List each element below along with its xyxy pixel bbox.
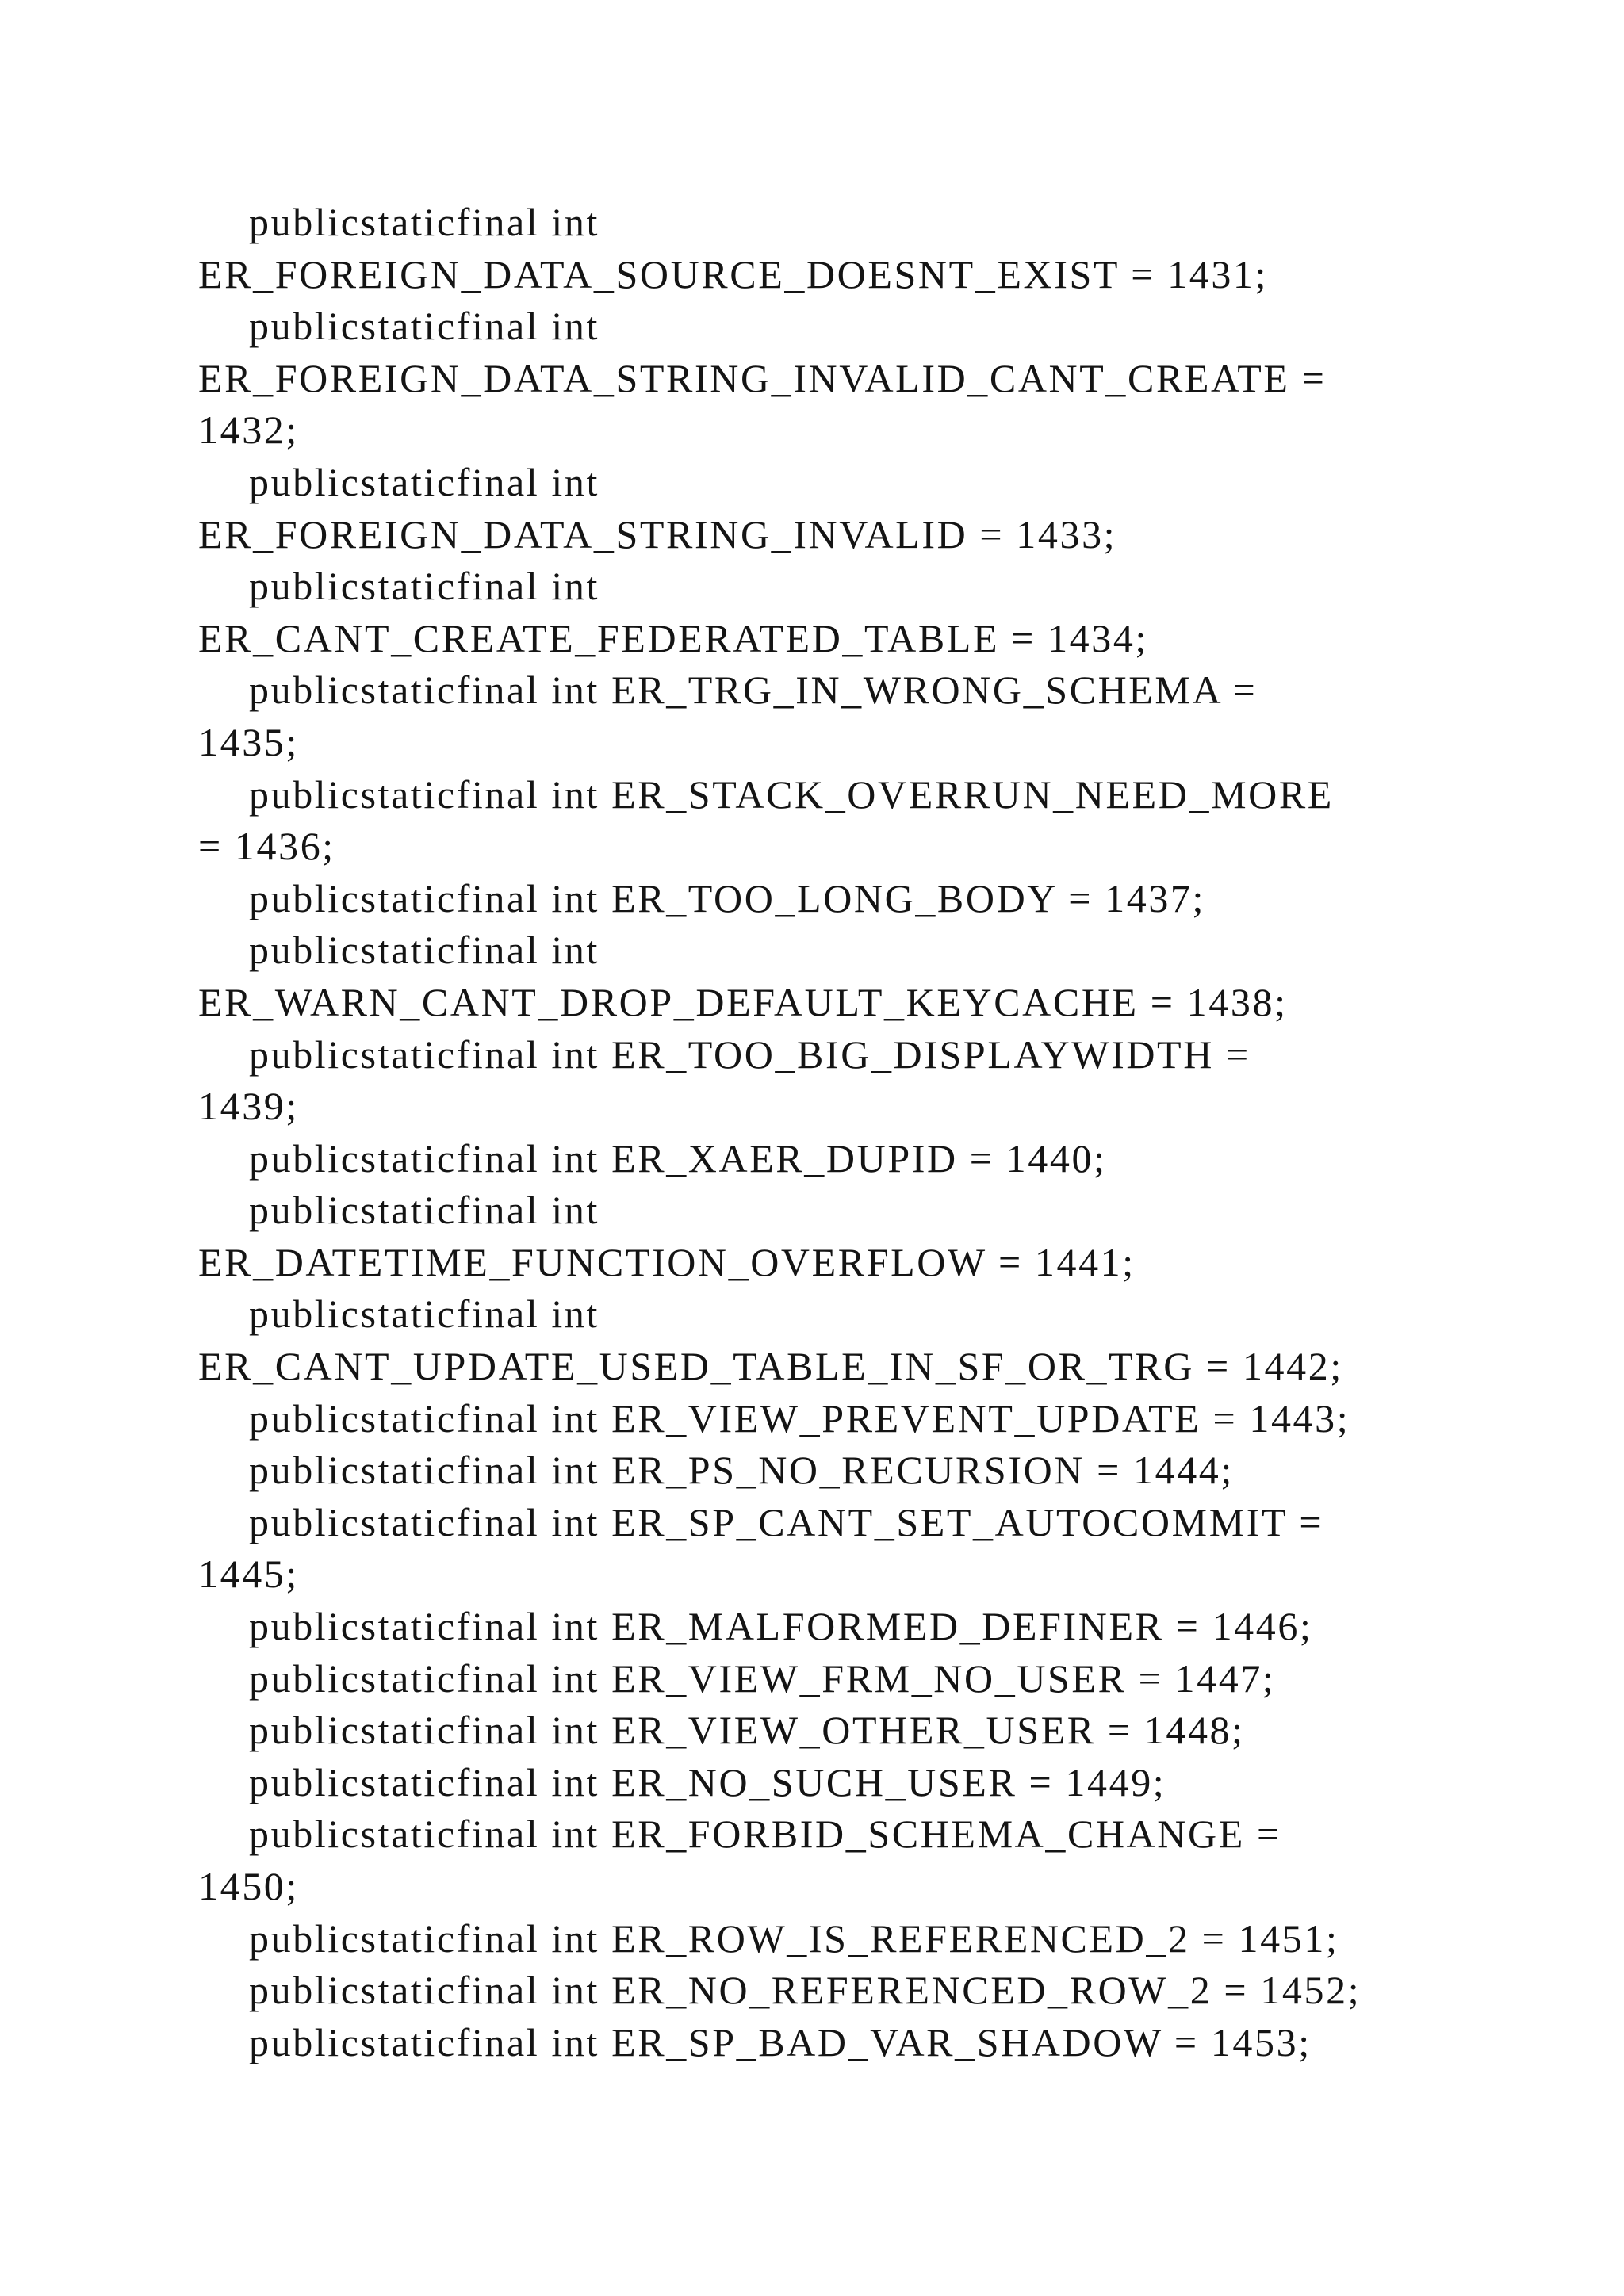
code-line: publicstaticfinal int ER_XAER_DUPID = 1440; (249, 1135, 1107, 1181)
code-line: publicstaticfinal int (249, 1292, 600, 1337)
code-line: publicstaticfinal int ER_VIEW_FRM_NO_USER = 1447; (249, 1655, 1276, 1701)
code-line: publicstaticfinal int ER_TRG_IN_WRONG_SCHEMA = (249, 668, 1258, 713)
code-line: 1435; (198, 719, 299, 764)
code-line: 1445; (198, 1552, 299, 1597)
code-line: publicstaticfinal int (249, 459, 600, 504)
code-line: publicstaticfinal int ER_TOO_LONG_BODY = 1437; (249, 875, 1206, 920)
code-line: ER_FOREIGN_DATA_STRING_INVALID_CANT_CREATE = (198, 355, 1327, 400)
code-line: 1432; (198, 408, 299, 453)
code-line: publicstaticfinal int ER_PS_NO_RECURSION = 1444; (249, 1448, 1234, 1493)
code-line: ER_FOREIGN_DATA_SOURCE_DOESNT_EXIST = 1431; (198, 251, 1269, 297)
code-line: publicstaticfinal int ER_VIEW_PREVENT_UPDATE = 1443; (249, 1395, 1350, 1441)
code-line: publicstaticfinal int ER_SP_BAD_VAR_SHADOW = 1453; (249, 2019, 1312, 2064)
code-line: publicstaticfinal int ER_NO_SUCH_USER = 1449; (249, 1759, 1166, 1804)
code-line: publicstaticfinal int (249, 1188, 600, 1233)
code-line: publicstaticfinal int (249, 304, 600, 349)
code-line: ER_FOREIGN_DATA_STRING_INVALID = 1433; (198, 511, 1117, 557)
code-line: publicstaticfinal int ER_VIEW_OTHER_USER = 1448; (249, 1708, 1245, 1753)
code-line: ER_DATETIME_FUNCTION_OVERFLOW = 1441; (198, 1239, 1136, 1284)
code-line: publicstaticfinal int ER_SP_CANT_SET_AUTOCOMMIT = (249, 1499, 1324, 1544)
code-line: 1439; (198, 1084, 299, 1129)
code-line: publicstaticfinal int ER_TOO_BIG_DISPLAYWIDTH = (249, 1031, 1251, 1077)
code-line: publicstaticfinal int (249, 200, 600, 244)
code-line: publicstaticfinal int ER_NO_REFERENCED_ROW_2 = 1452; (249, 1968, 1362, 2013)
code-line: ER_CANT_CREATE_FEDERATED_TABLE = 1434; (198, 615, 1148, 660)
code-line: publicstaticfinal int ER_STACK_OVERRUN_NEED_MORE (249, 771, 1334, 817)
code-line: publicstaticfinal int ER_MALFORMED_DEFINER = 1446; (249, 1604, 1313, 1649)
code-line: ER_WARN_CANT_DROP_DEFAULT_KEYCACHE = 1438; (198, 979, 1288, 1024)
code-line: publicstaticfinal int (249, 928, 600, 973)
code-line: = 1436; (198, 824, 335, 869)
code-listing (198, 197, 1435, 2068)
code-line: ER_CANT_UPDATE_USED_TABLE_IN_SF_OR_TRG = 1442; (198, 1344, 1343, 1389)
code-line: publicstaticfinal int ER_ROW_IS_REFERENCED_2 = 1451; (249, 1915, 1339, 1961)
code-line: 1450; (198, 1864, 299, 1908)
code-line: publicstaticfinal int (249, 564, 600, 609)
code-line: publicstaticfinal int ER_FORBID_SCHEMA_CHANGE = (249, 1812, 1281, 1857)
